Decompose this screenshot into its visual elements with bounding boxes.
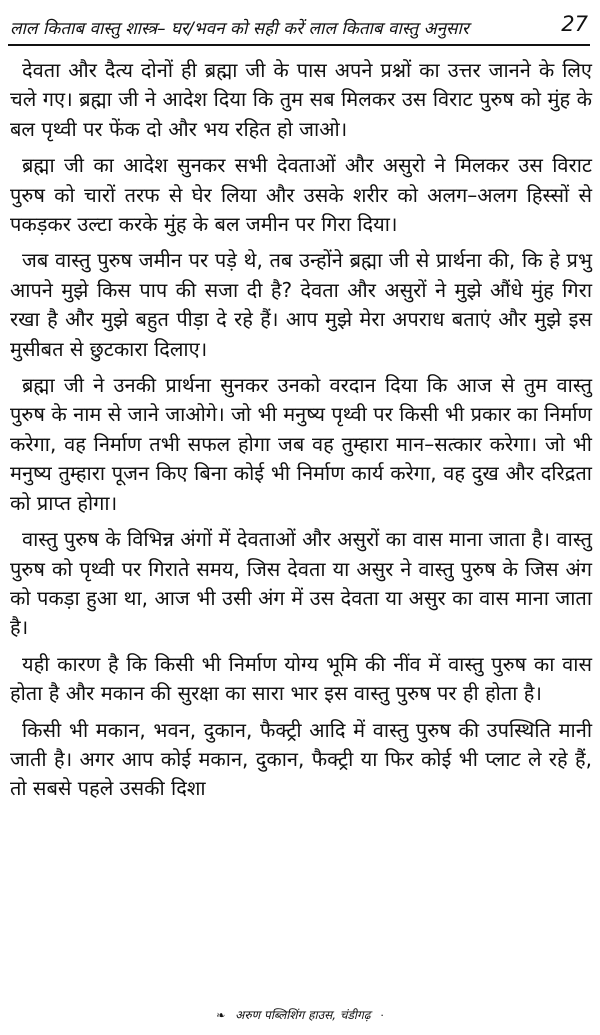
paragraph: वास्तु पुरुष के विभिन्न अंगों में देवताओं और असुरों का वास माना जाता है। वास्तु पुरुष को पृथ्वी पर गिराते समय, जिस देवता या असुर ने वास्तु पुरुष के जिस अंग को पकड़ा हुआ था, आज भी उसी अंग में उस देवता या असुर का वास माना जाता है। — [10, 527, 592, 640]
paragraph: किसी भी मकान, भवन, दुकान, फैक्ट्री आदि में वास्तु पुरुष की उपस्थिति मानी जाती है। अगर आप कोई मकान, दुकान, फैक्ट्री या फिर कोई भी प्लाट ले रहे हैं, तो सबसे पहले उसकी दिशा — [10, 717, 592, 801]
page-header — [8, 14, 590, 46]
running-title: लाल किताब वास्तु शास्त्र– घर/भवन को सही करें लाल किताब वास्तु अनुसार — [10, 19, 469, 39]
page-number: 27 — [561, 12, 588, 36]
paragraph: ब्रह्मा जी ने उनकी प्रार्थना सुनकर उनको वरदान दिया कि आज से तुम वास्तु पुरुष के नाम से जाने जाओगे। जो भी मनुष्य पृथ्वी पर किसी भी प्रकार का निर्माण करेगा, वह निर्माण तभी सफल होगा जब वह तुम्हारा मान–सत्कार करेगा। जो भी मनुष्य तुम्हारा पूजन किए बिना कोई भी निर्माण कार्य करेगा, वह दुख और दरिद्रता को प्राप्त होगा। — [10, 373, 592, 515]
paragraph: ब्रह्मा जी का आदेश सुनकर सभी देवताओं और असुरो ने मिलकर उस विराट पुरुष को चारों तरफ से घेर लिया और उसके शरीर को अलग–अलग हिस्सों से पकड़कर उल्टा करके मुंह के बल जमीन पर गिरा दिया। — [10, 153, 592, 237]
trailing-mark: · — [380, 1009, 384, 1022]
ornament-icon: ❧ — [216, 1009, 226, 1022]
publisher-name: अरुण पब्लिशिंग हाउस, चंडीगढ़ — [235, 1008, 371, 1022]
page-footer — [0, 1006, 600, 1023]
body-text — [10, 56, 592, 811]
paragraph: यही कारण है कि किसी भी निर्माण योग्य भूमि की नींव में वास्तु पुरुष का वास होता है और मकान की सुरक्षा का सारा भार इस वास्तु पुरुष पर ही होता है। — [10, 651, 592, 706]
paragraph: जब वास्तु पुरुष जमीन पर पड़े थे, तब उन्होंने ब्रह्मा जी से प्रार्थना की, कि हे प्रभु आपने मुझे किस पाप की सजा दी है? देवता और असुरों ने मुझे औंधे मुंह गिरा रखा है और मुझे बहुत पीड़ा दे रहे हैं। आप मुझे मेरा अपराध बताएं और मुझे इस मुसीबत से छुटकारा दिलाए। — [10, 248, 592, 361]
paragraph: देवता और दैत्य दोनों ही ब्रह्मा जी के पास अपने प्रश्नों का उत्तर जानने के लिए चले गए। ब्रह्मा जी ने आदेश दिया कि तुम सब मिलकर उस विराट पुरुष को मुंह के बल पृथ्वी पर फेंक दो और भय रहित हो जाओ। — [10, 58, 592, 141]
